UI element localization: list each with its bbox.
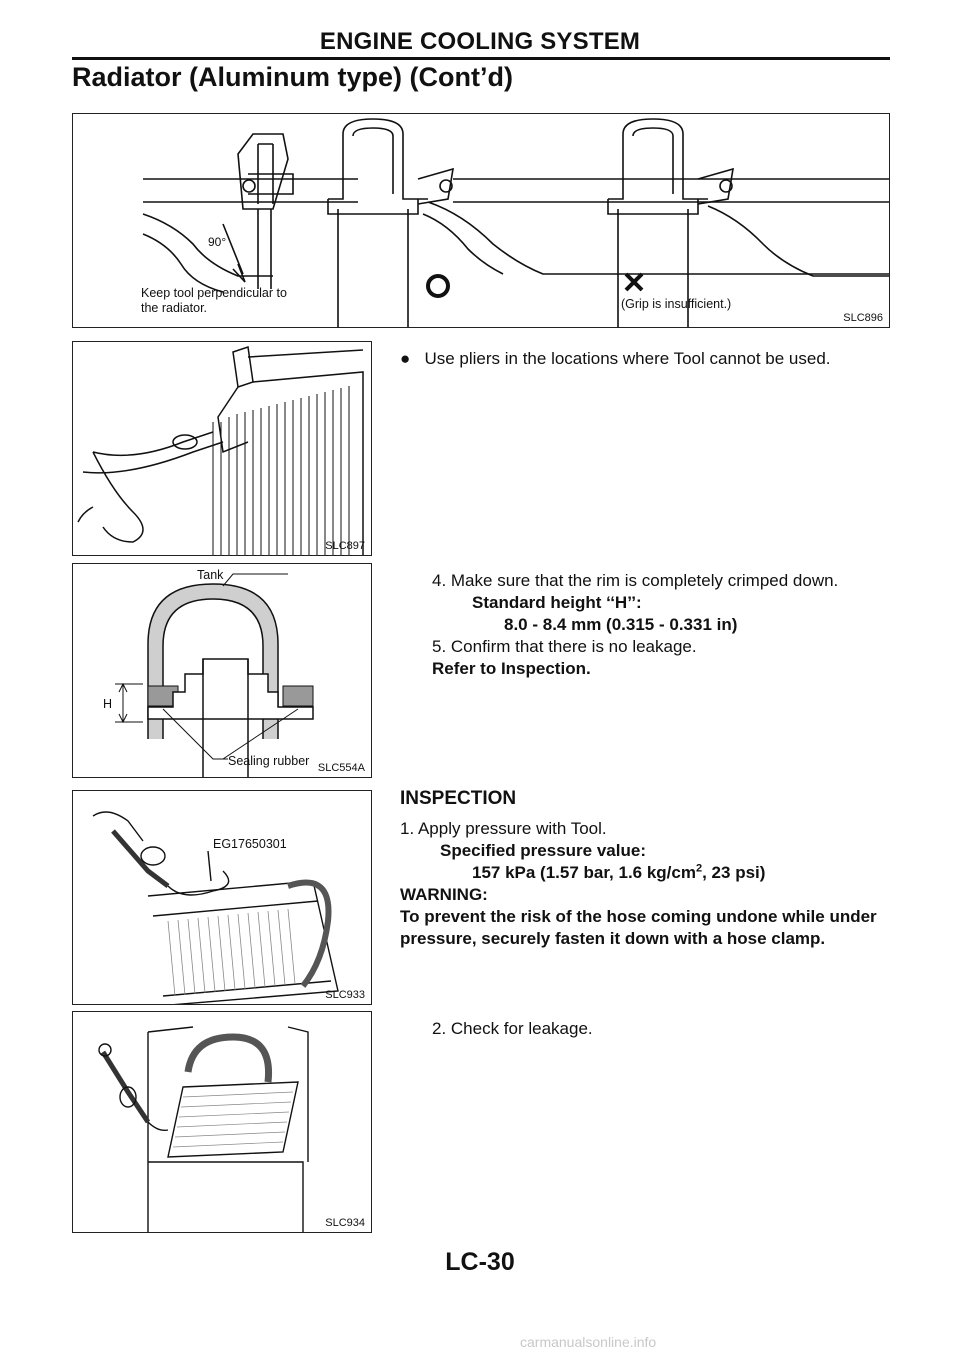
specified-pressure-label: Specified pressure value: <box>440 841 646 860</box>
figure-tank-section <box>72 563 372 778</box>
figure-code: SLC934 <box>325 1217 365 1229</box>
leakage-check-illustration <box>73 1012 372 1233</box>
standard-height-value: 8.0 - 8.4 mm (0.315 - 0.331 in) <box>504 615 738 634</box>
inspection-heading: INSPECTION <box>400 788 517 809</box>
pliers-illustration <box>73 342 372 556</box>
page-subtitle: Radiator (Aluminum type) (Cont’d) <box>72 62 513 92</box>
step-5: 5. Confirm that there is no leakage. <box>432 637 697 656</box>
figure-pliers <box>72 341 372 556</box>
refer-note: Refer to Inspection. <box>432 659 591 678</box>
pressure-test-illustration <box>73 791 372 1005</box>
figure-code: SLC896 <box>843 312 883 324</box>
height-h-label: H <box>103 697 113 711</box>
watermark: carmanualsonline.info <box>520 1334 657 1350</box>
pliers-note: ● Use pliers in the locations where Tool cannot be used. <box>400 349 831 368</box>
tank-label: Tank <box>197 568 224 582</box>
figure-code: SLC933 <box>325 989 365 1001</box>
crimp-instructions <box>432 570 838 680</box>
angle-label: 90° <box>208 235 227 249</box>
bullet-icon: ● <box>400 349 411 368</box>
figure-leakage-check <box>72 1011 372 1233</box>
warning-text-2: pressure, securely fasten it down with a hose clamp. <box>400 929 826 948</box>
inspection-step-1: 1. Apply pressure with Tool. <box>400 819 607 838</box>
figure-code: SLC897 <box>325 540 365 552</box>
figure-clamping-tool <box>72 113 890 328</box>
specified-pressure-value: 157 kPa (1.57 bar, 1.6 $kg/cm^2$, 23 psi) <box>472 862 766 882</box>
header-rule <box>72 57 890 60</box>
page-number: LC-30 <box>445 1248 515 1276</box>
figure-pressure-test <box>72 790 372 1005</box>
warning-text-1: To prevent the risk of the hose coming undone while under <box>400 907 877 926</box>
tank-section-illustration <box>73 564 372 778</box>
ng-mark-icon <box>626 274 642 290</box>
figure-code: SLC554A <box>317 762 365 774</box>
section-title: ENGINE COOLING SYSTEM <box>319 28 641 55</box>
tool-number-label: EG17650301 <box>213 837 287 851</box>
standard-height-label: Standard height ‘‘H’’: <box>472 593 642 612</box>
grip-insufficient-note: (Grip is insufficient.) <box>621 297 732 311</box>
inspection-step-2: 2. Check for leakage. <box>432 1019 593 1038</box>
sealing-rubber-label: Sealing rubber <box>228 754 310 768</box>
inspection-instructions <box>400 818 877 950</box>
ok-mark-icon <box>428 276 448 296</box>
warning-label: WARNING: <box>400 885 488 904</box>
step-4: 4. Make sure that the rim is completely crimped down. <box>432 571 839 590</box>
keep-tool-note: Keep tool perpendicular to the radiator. <box>141 286 287 315</box>
leakage-instructions <box>432 1018 593 1040</box>
